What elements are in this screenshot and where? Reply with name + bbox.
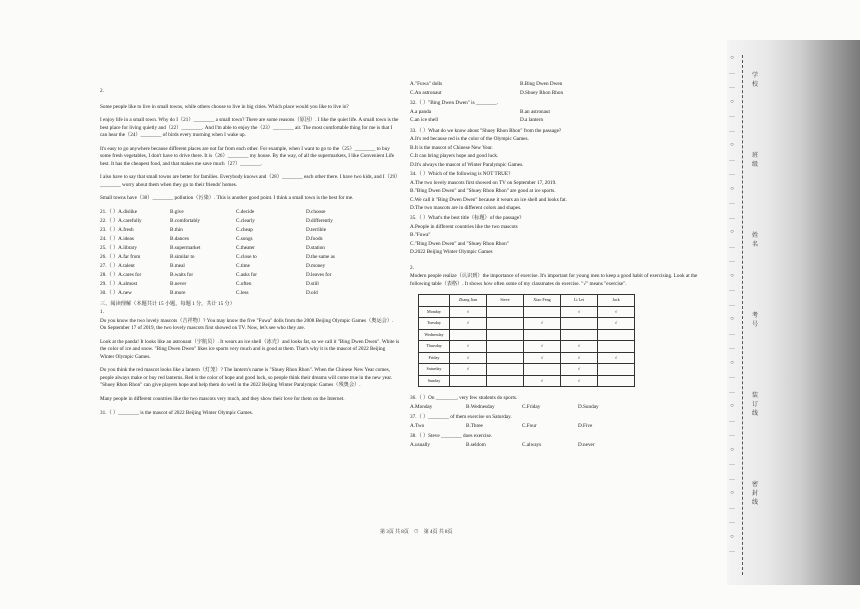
cloze-intro: Some people like to live in small towns, while others choose to live in big cities. Which place would you like to live in? [100, 103, 349, 110]
table-cell [598, 375, 635, 387]
table-cell: Monday [419, 306, 450, 318]
binding-mark: … [729, 504, 735, 511]
option: A.Two [410, 422, 425, 429]
option: C.theater [236, 244, 255, 251]
option: A.Monday [410, 403, 433, 410]
table-cell: √ [561, 375, 598, 387]
table-cell: √ [524, 341, 561, 353]
table-cell [487, 341, 524, 353]
binding-mark: ○ [730, 229, 734, 235]
option: D.still [306, 281, 319, 288]
table-header-cell [419, 295, 450, 307]
option: C.songs [236, 235, 253, 242]
table-row [419, 375, 635, 387]
binding-mark: … [729, 374, 735, 380]
option: C.cheap [236, 226, 253, 233]
table-cell: √ [450, 352, 487, 364]
question-31: 31.（ ）________ is the mascot of 2022 Beijing Winter Olympic Games. [100, 409, 253, 416]
option: D.a lantern [520, 117, 544, 124]
option: D.leaves for [306, 272, 332, 279]
binding-mark: … [729, 171, 735, 177]
cloze-para-4: Small towns have（30）________ pollution（污染）. This is another good point. I think a small town is the best for me. [100, 195, 354, 202]
option: C.clearly [236, 217, 255, 224]
option: A.The two lovely mascots first showed on TV on September 17, 2019. [410, 179, 557, 186]
option: C.always [522, 441, 542, 448]
binding-mark: ○ [730, 272, 734, 279]
reading-para-1: Do you know the two lovely mascots（吉祥物）? You may know the five "Fuwa" dolls from the 2008 Beijing Olympic Games（奥运会）. On September 17 of 2019, the two lovely mascots first showed on TV. Now, let's see who they are. [100, 317, 394, 332]
option: B.Three [466, 422, 483, 429]
cloze-para-3: I also have to say that small towns are better for families. Everybody knows and（28）________ each other there. I have two kids, and I（29）________ worry about them when they go to their friends' homes. [100, 174, 398, 188]
table-cell: √ [561, 306, 598, 318]
binding-mark: … [729, 84, 735, 90]
reading-para-2: Look at the panda! It looks like an astronaut（宇航员）. It wears an ice shell（冰壳）and looks fat, so we call it "Bing Dwen Dwen". White is the color of ice and snow. "Bing Dwen Dwen" likes ice sports very much and is good at them. That's why it is the mascot of 2022 Beijing Winter Olympic Games. [100, 338, 400, 360]
option: B.never [170, 281, 187, 288]
section-3-title: 三、阅读理解（本题共计 15 小题，每题 1 分，共计 15 分） [100, 300, 235, 307]
table-cell: √ [524, 375, 561, 387]
table-cell: Saturday [419, 364, 450, 376]
reading-2-intro: Modern people realize（认识到）the importance of exercise. It's important for young men to keep a good habit of exercising. Look at the following table（表格）. It shows how often some of my classmates do exercise. "√" means "exercise". [410, 273, 698, 287]
option: D.Sunday [578, 403, 599, 410]
option: 22.（ ）A.carefully [100, 217, 142, 224]
binding-mark: … [729, 113, 735, 119]
binding-mark: … [729, 69, 735, 76]
table-row [419, 306, 635, 318]
option: C."Bing Dwen Dwen" and "Shuey Rhon Rhon" [410, 240, 509, 247]
binding-side-labels [752, 70, 762, 568]
binding-mark: … [729, 330, 735, 337]
section-2-number: 2. [100, 88, 104, 94]
option: C.an ice shell [410, 117, 439, 124]
table-cell: Wednesday [419, 329, 450, 341]
option: B.dances [170, 235, 189, 242]
binding-marks [727, 55, 737, 575]
option: D.old [306, 290, 318, 297]
question-33: 33.（ ）What do we know about "Shuey Rhon Rhon" from the passage? [410, 127, 562, 134]
option: C.Friday [522, 403, 541, 410]
table-cell: √ [450, 318, 487, 330]
table-cell: Friday [419, 352, 450, 364]
option: A.It's red because red is the color of the Olympic Games. [410, 136, 529, 143]
option: B.give [170, 208, 184, 215]
option: D.Shuey Rhon Rhon [520, 89, 564, 96]
option: C.often [236, 281, 252, 288]
option: 23.（ ）A.fresh [100, 226, 134, 233]
option: D.The two mascots are in different colors and shapes. [410, 205, 522, 212]
table-cell [450, 329, 487, 341]
option: B.an astronaut [520, 108, 550, 115]
option: 27.（ ）A.talent [100, 263, 135, 270]
option: C.time [236, 263, 250, 270]
table-cell [487, 318, 524, 330]
table-cell: √ [450, 306, 487, 318]
binding-mark: … [729, 519, 735, 525]
table-header-cell: Li Lei [561, 295, 598, 307]
table-header-cell: Zhang Jian [450, 295, 487, 307]
scan-shadow-edge [727, 40, 860, 585]
table-cell [524, 364, 561, 376]
table-cell: √ [450, 341, 487, 353]
table-cell [598, 341, 635, 353]
option: D.It's always the mascot of Winter Paralympic Games. [410, 161, 524, 168]
table-cell: √ [524, 318, 561, 330]
side-label: 学校 [752, 73, 759, 88]
left-column [100, 88, 400, 418]
option: 29.（ ）A.almost [100, 281, 138, 288]
question-37: 37.（ ）________ of them exercise on Saturday. [410, 414, 512, 421]
table-cell [450, 375, 487, 387]
binding-mark: … [729, 243, 735, 250]
option: 30.（ ）A.new [100, 290, 132, 297]
table-cell: Thursday [419, 341, 450, 353]
option: C.decide [236, 208, 255, 215]
binding-mark: … [729, 417, 735, 424]
binding-mark: … [729, 345, 735, 351]
binding-mark: … [729, 432, 735, 438]
option: B.Wednesday [466, 403, 495, 410]
option: 24.（ ）A.ideas [100, 235, 134, 242]
option: A."Fuwa" dolls [410, 81, 443, 87]
binding-mark: ○ [730, 55, 734, 61]
option: D.money [306, 263, 326, 270]
option: C.less [236, 290, 249, 297]
table-cell: Sunday [419, 375, 450, 387]
binding-mark: ○ [730, 316, 734, 322]
option: D.differently [306, 217, 333, 224]
option: 25.（ ）A.library [100, 244, 138, 251]
table-cell [487, 329, 524, 341]
option: D.station [306, 244, 325, 251]
table-cell [561, 318, 598, 330]
table-cell [487, 375, 524, 387]
option: C.Four [522, 422, 537, 429]
option: B.similar to [170, 254, 195, 260]
binding-mark: ○ [730, 403, 734, 409]
table-cell: √ [598, 352, 635, 364]
table-cell [487, 364, 524, 376]
question-32: 32.（ ）"Bing Dwen Dwen" is ________. [410, 100, 498, 107]
question-34: 34.（ ）Which of the following is NOT TRUE? [410, 171, 511, 178]
option: B."Fuwa" [410, 232, 431, 239]
option: B.seldom [466, 441, 486, 448]
cloze-options [100, 209, 400, 298]
option: D.Five [578, 422, 593, 429]
table-header-row [419, 295, 635, 307]
binding-mark: … [729, 548, 735, 554]
option: 21.（ ）A.dislike [100, 208, 138, 215]
option: D.never [578, 441, 595, 448]
option: A.usually [410, 441, 431, 448]
binding-mark: ○ [730, 98, 734, 105]
q38-options [410, 442, 715, 450]
option: D.2022 Beijing Winter Olympic Games [410, 249, 493, 256]
question-35: 35.（ ）What's the best title（标题）of the passage? [410, 214, 522, 221]
q31-options [410, 81, 715, 97]
table-header-cell: Jack [598, 295, 635, 307]
table-header-cell: Steve [487, 295, 524, 307]
binding-mark: … [729, 388, 735, 395]
binding-mark: … [729, 258, 735, 264]
reading-1-number: 1. [100, 309, 104, 316]
option: D.choose [306, 208, 326, 215]
q32-options [410, 109, 715, 125]
right-column [410, 80, 715, 452]
option: C.close to [236, 254, 257, 260]
binding-mark: … [729, 287, 735, 293]
table-row [419, 364, 635, 376]
option: A.a panda [410, 108, 432, 115]
table-row [419, 318, 635, 330]
page-footer: 第 3页 共 8页 ⊙ 第 4页 共 8页 [380, 530, 453, 535]
table-row [419, 329, 635, 341]
table-cell: √ [598, 306, 635, 318]
table-header-cell: Xiao Feng [524, 295, 561, 307]
binding-mark: … [729, 461, 735, 467]
table-cell: √ [561, 341, 598, 353]
option: B.more [170, 290, 186, 297]
option: B.waits for [170, 272, 194, 279]
binding-mark: ○ [730, 490, 734, 496]
binding-mark: … [729, 475, 735, 482]
side-label: 考号 [752, 313, 759, 328]
side-label: 姓名 [752, 233, 759, 248]
question-38: 38.（ ）Steve ________ does exercise. [410, 433, 493, 440]
option: B.comfortably [170, 217, 201, 224]
binding-mark: ○ [730, 185, 734, 192]
table-cell: √ [561, 364, 598, 376]
table-cell [561, 329, 598, 341]
q36-options [410, 404, 715, 412]
binding-mark: ○ [730, 359, 734, 366]
option: B."Bing Dwen Dwen" and "Shuey Rhon Rhon" are good at ice sports. [410, 188, 556, 195]
exercise-table [418, 294, 635, 387]
side-label: 装订线 [752, 393, 759, 417]
binding-mark: … [729, 127, 735, 134]
binding-dashed-line [742, 55, 745, 575]
binding-mark: ○ [730, 142, 734, 148]
table-cell [598, 329, 635, 341]
cloze-para-1: I enjoy life in a small town. Why do I（21）________ a small town? There are some reasons（原因）. I like the quiet life. A small town is the best place for living quietly and（22）________. And I'm able to enjoy the（23）________ air. The most comfortable thing for me is that I can hear the（24）________ of birds every morning when I wake up. [100, 117, 399, 139]
table-row [419, 352, 635, 364]
option: B.It is the mascot of Chinese New Year. [410, 144, 493, 151]
option: 28.（ ）A.cares for [100, 272, 142, 279]
table-cell [487, 306, 524, 318]
side-label: 班级 [752, 153, 759, 168]
binding-mark: ○ [730, 533, 734, 540]
option: C.asks for [236, 272, 258, 279]
table-cell: √ [524, 352, 561, 364]
binding-mark: ○ [730, 446, 734, 453]
option: B.supermarket [170, 244, 201, 251]
option: A.People in different countries like the two mascots [410, 223, 518, 230]
side-label: 密封线 [752, 482, 759, 506]
binding-mark: … [729, 156, 735, 163]
option: C.We call it "Bing Dwen Dwen" because it wears an ice shell and looks fat. [410, 196, 567, 203]
table-cell: √ [450, 364, 487, 376]
option: D.the same as [306, 254, 335, 260]
reading-para-3: Do you think the red mascot looks like a lantern（灯笼）? The lantern's name is "Shuey Rhon Rhon". When the Chinese New Year comes, people always make or buy red lanterns. Red is the color of hope and good luck, so people think their dreams will come true in the new year. "Shuey Rhon Rhon" can give players hope and help them do well in the 2022 Beijing Winter Paralympic Games（残奥会）. [100, 367, 393, 389]
reading-2-number: 2. [410, 264, 414, 271]
option: 26.（ ）A.far from [100, 254, 141, 260]
cloze-para-2: It's easy to go anywhere because different places are not far from each other. For example, when I want to go to the（25）________ to buy some fresh vegetables, I don't have to drive there. It is（26）________ my house. By the way, of all the supermarkets, I like Convenient Life best. It has the cheapest food, and that makes me save much（27）________. [100, 145, 395, 167]
binding-mark: … [729, 301, 735, 308]
binding-mark: … [729, 214, 735, 221]
reading-para-4: Many people in different countries like the two mascots very much, and they show their love for them on the Internet. [100, 395, 345, 402]
option: B.meal [170, 263, 185, 270]
table-cell [487, 352, 524, 364]
table-cell [598, 364, 635, 376]
q37-options [410, 423, 715, 431]
table-cell: √ [598, 318, 635, 330]
option: D.terrible [306, 226, 327, 233]
option: D.foods [306, 235, 323, 242]
binding-mark: … [729, 200, 735, 206]
table-cell [524, 329, 561, 341]
question-36: 36.（ ）On ________, very few students do sports. [410, 395, 518, 402]
table-cell: Tuesday [419, 318, 450, 330]
option: C.It can bring players hope and good luck. [410, 153, 499, 160]
table-cell: √ [561, 352, 598, 364]
table-cell [524, 306, 561, 318]
option: B.Bing Dwen Dwen [520, 81, 563, 87]
option: C.An astronaut [410, 89, 442, 96]
table-row [419, 341, 635, 353]
option: B.thin [170, 226, 183, 233]
